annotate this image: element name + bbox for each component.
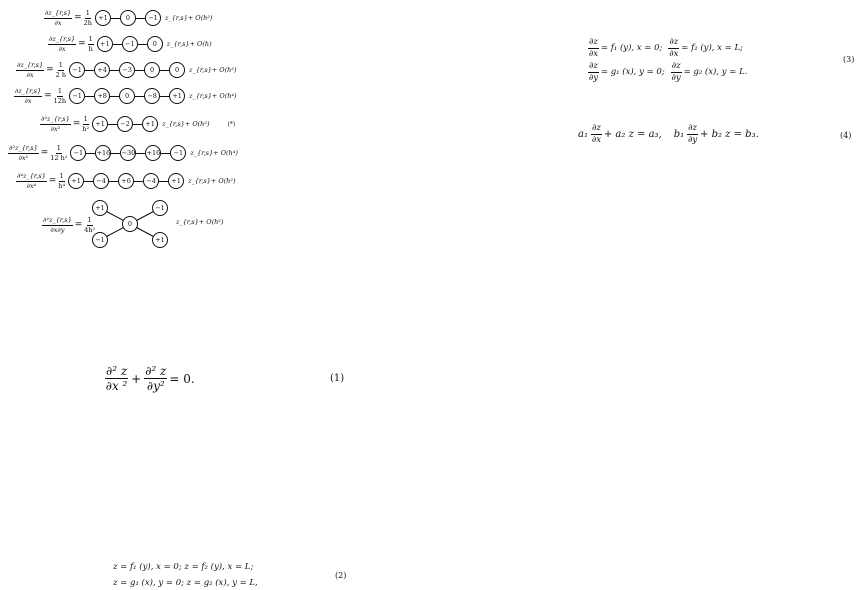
stencil-coefficient-denominator: h [88,44,93,53]
mixed-lhs-numerator: ∂²z_{r,s} [43,216,72,224]
eq1-t2-num: ∂² z [145,364,167,378]
stencil-node: −1 [69,88,85,104]
stencil-coefficient-numerator: 1 [56,144,61,152]
stencil-link [161,153,170,154]
eq1-term1 [105,365,128,392]
stencil-link [160,96,169,97]
mixed-node-bottom-left: −1 [92,232,108,248]
stencil-lhs-denominator: ∂x [24,96,32,105]
equals-sign: = [46,65,54,75]
stencil-lhs [40,116,71,132]
mixed-tail: z_{r,s}+ O(h²) [176,218,224,226]
stencil-link [86,153,95,154]
stencil-link [108,124,117,125]
eq2-line-2: z = g₁ (x), y = 0; z = g₂ (x), y = L, [113,578,258,588]
mixed-coef-numerator: 1 [87,216,92,224]
stencil-row [16,62,237,78]
stencil-tail: z_{r,s}+ O(h²) [162,120,210,128]
eq3-a-den: ∂x [588,48,599,59]
stencil-lhs-denominator: ∂x [54,18,62,27]
stencil-coefficient-numerator: 1 [59,172,64,180]
stencil-coefficient [54,88,66,104]
stencil-node: +1 [92,116,108,132]
stencil-node: +1 [169,88,185,104]
stencil-coefficient [58,173,65,189]
stencil-node: −4 [143,173,159,189]
stencil-lhs-denominator: ∂x⁴ [26,181,37,190]
stencil-node: +6 [118,173,134,189]
stencil-nodes [68,173,184,189]
stencil-lhs [16,173,47,189]
equation-1 [105,365,195,392]
stencil-link [113,44,122,45]
stencil-coefficient-denominator: h⁴ [58,181,66,190]
stencil-node: −30 [120,145,136,161]
stencil-node: 0 [147,36,163,52]
stencil-node: −1 [122,36,138,52]
stencil-node: +16 [95,145,111,161]
stencil-link [110,96,119,97]
equals-sign: = [74,13,82,23]
stencil-lhs [14,88,42,104]
eq3-d-num: ∂z [671,61,681,71]
stencil-coefficient [56,62,66,78]
stencil-node: −8 [144,88,160,104]
stencil-nodes [95,10,161,26]
stencil-node: +4 [94,62,110,78]
stencil-link [135,96,144,97]
mixed-node-top-right: −1 [152,200,168,216]
stencil-coefficient-denominator: h² [82,124,90,133]
eq3-a-frac [588,38,599,58]
stencil-node: 0 [144,62,160,78]
stencil-node: −2 [117,116,133,132]
eq3-a-num: ∂z [589,37,598,47]
stencil-coefficient-denominator: 12h [53,96,67,105]
equals-sign: = [40,148,49,158]
stencil-node: +1 [168,173,184,189]
eq3-c-den: ∂y [588,72,599,83]
eq3-d-frac [671,62,682,82]
eq1-rhs: = 0. [169,371,195,386]
stencil-coefficient [50,145,67,161]
stencil-coefficient-denominator: 2 h [55,70,67,79]
eq2-line-1: z = f₁ (y), x = 0; z = f₂ (y), x = L; [113,562,254,572]
stencil-node: −4 [93,173,109,189]
stencil-coefficient-numerator: 1 [57,87,62,95]
stencil-lhs-numerator: ∂z_{r,s} [45,9,72,17]
eq4-p2-num: ∂z [688,123,698,133]
eq3-row-1 [588,38,743,58]
stencil-tail: z_{r,s}+ O(h²) [189,66,237,74]
stencil-nodes [69,88,185,104]
stencil-link [111,18,120,19]
stencil-tail: z_{r,s}+ O(h²) [188,177,236,185]
stencil-tail: z_{r,s}+ O(h⁴) [190,149,238,157]
stencil-link [85,70,94,71]
stencil-tail: z_{r,s}+ O(h²) [164,14,213,22]
stencil-row [8,145,238,161]
eq3-label: (3) [843,55,855,64]
stencil-coefficient-numerator: 1 [85,9,90,17]
stencil-node: 0 [119,88,135,104]
stencil-node: +1 [97,36,113,52]
stencil-lhs-denominator: ∂x² [18,153,29,162]
eq1-label: (1) [330,373,345,384]
stencil-link [136,18,145,19]
eq4-mid1: + a₂ z = a₃, [603,128,662,140]
stencil-row [40,116,235,132]
stencil-link [135,70,144,71]
eq4-p2 [687,124,698,144]
stencil-node: −1 [145,10,161,26]
eq1-t2-den: ∂y² [146,379,165,393]
stencil-node: −3 [119,62,135,78]
mixed-node-top-left: +1 [92,200,108,216]
stencil-coefficient-denominator: 2h [83,18,92,27]
stencil-node: +1 [95,10,111,26]
stencil-lhs-numerator: ∂z_{r,s} [49,35,76,43]
stencil-row [14,88,237,104]
stencil-tail: z_{r,s}+ O(h⁴) [189,92,237,100]
mixed-node-center: 0 [122,216,138,232]
stencil-link [138,44,147,45]
eq3-c-rhs: = g₁ (x), y = 0; [600,67,665,77]
equals-sign: = [74,220,83,230]
equals-sign: = [48,176,57,186]
stencil-lhs [8,145,39,161]
eq3-b-frac [668,38,679,58]
stencil-nodes [92,116,158,132]
stencil-mark: (*) [227,120,236,128]
eq4-mid2: + b₂ z = b₃. [700,128,759,140]
stencil-link [134,181,143,182]
eq4-p1-num: ∂z [591,123,601,133]
stencil-link [109,181,118,182]
eq3-b-den: ∂x [669,48,679,59]
stencil-coefficient [84,10,92,26]
stencil-coefficient-numerator: 1 [88,35,93,43]
stencil-lhs-numerator: ∂²z_{r,s} [41,115,70,123]
eq3-row-2 [588,62,747,82]
stencil-lhs-denominator: ∂x [26,70,34,79]
stencil-node: −1 [170,145,186,161]
eq1-term2 [144,365,167,392]
stencil-lhs-numerator: ∂z_{r,s} [17,61,44,69]
mixed-lhs [42,217,73,233]
stencil-row [44,10,212,26]
stencil-link [84,181,93,182]
eq1-plus: + [131,371,142,386]
stencil-lhs [48,36,76,52]
equals-sign: = [44,91,52,101]
equals-sign: = [72,119,81,129]
stencil-node: +8 [94,88,110,104]
stencil-coefficient [88,36,94,52]
equation-4 [578,124,759,144]
stencil-node: +1 [142,116,158,132]
stencil-link [160,70,169,71]
stencil-lhs [44,10,72,26]
eq4-p1 [591,124,602,144]
stencil-lhs-denominator: ∂x [58,44,66,53]
stencil-lhs-numerator: ∂²z_{r,s} [9,144,38,152]
equals-sign: = [78,39,86,49]
eq4-b1: b₁ [673,128,685,140]
stencil-link [110,70,119,71]
stencil-node: −1 [70,145,86,161]
mixed-lhs-denominator: ∂x∂y [50,225,65,234]
eq1-t1-den: ∂x ² [105,379,128,393]
stencil-coefficient [82,116,89,132]
stencil-link [85,96,94,97]
stencil-nodes [69,62,185,78]
stencil-lhs-numerator: ∂z_{r,s} [15,87,42,95]
eq3-d-rhs: = g₂ (x), y = L. [683,67,748,77]
stencil-lhs [16,62,44,78]
stencil-coefficient-numerator: 1 [83,115,88,123]
stencil-node: 0 [120,10,136,26]
eq1-t1-num: ∂² z [106,364,128,378]
eq4-label: (4) [840,131,852,140]
stencil-link [136,153,145,154]
eq3-a-rhs: = f₁ (y), x = 0; [600,43,663,53]
eq3-c-num: ∂z [589,61,598,71]
mixed-coef-denominator: 4h² [84,225,96,234]
stencil-link [111,153,120,154]
stencil-row [48,36,212,52]
stencil-lhs-numerator: ∂⁴z_{r,s} [17,172,46,180]
stencil-node: 0 [169,62,185,78]
stencil-node: −1 [69,62,85,78]
eq4-p2-den: ∂y [687,134,698,145]
mixed-node-bottom-right: +1 [152,232,168,248]
eq3-b-num: ∂z [669,37,679,47]
stencil-coefficient-numerator: 1 [58,61,63,69]
stencil-link [133,124,142,125]
stencil-row [16,173,236,189]
eq2-label: (2) [335,571,347,580]
stencil-nodes [70,145,186,161]
eq4-p1-den: ∂x [591,134,602,145]
stencil-lhs-denominator: ∂x² [50,124,61,133]
stencil-node: +1 [68,173,84,189]
eq3-c-frac [588,62,599,82]
stencil-nodes [97,36,163,52]
eq3-b-rhs: = f₂ (y), x = L; [681,43,744,53]
eq3-d-den: ∂y [671,72,681,83]
stencil-link [159,181,168,182]
stencil-tail: z_{r,s}+ O(h) [166,40,212,48]
stencil-node: +16 [145,145,161,161]
eq4-a1: a₁ [578,128,588,140]
stencil-coefficient-denominator: 12 h² [50,153,68,162]
